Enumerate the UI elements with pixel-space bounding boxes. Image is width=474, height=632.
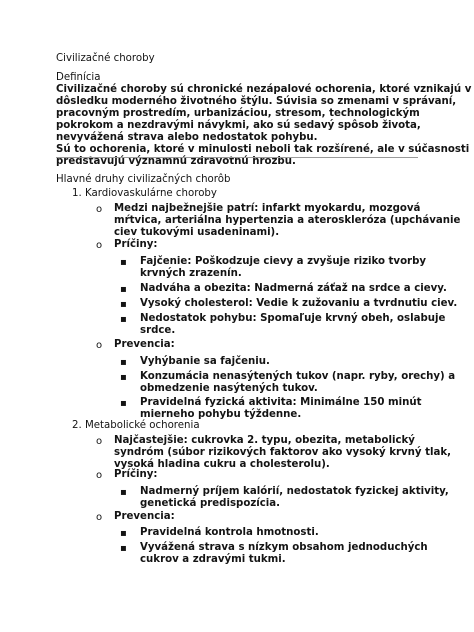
square-bullet-icon: ▪ — [120, 357, 127, 368]
section-heading-metabolic — [72, 419, 200, 432]
causes-label: Príčiny: — [114, 469, 158, 480]
square-bullet-icon: ▪ — [120, 299, 127, 310]
section-title: Kardiovaskulárne choroby — [84, 188, 217, 199]
square-bullet-icon: ▪ — [120, 528, 127, 539]
definition-line: nevyvážená strava alebo nedostatok pohybu. — [56, 132, 318, 143]
cause-item: Nadmerný príjem kalórií, nedostatok fyzickej aktivity, genetická predispozícia. — [140, 486, 449, 509]
definition-line: pokrokom a nezdravými návykmi, ako sú sedavý spôsob života, — [56, 120, 421, 131]
circle-bullet-icon: o — [96, 512, 103, 523]
definition-line: Civilizačné choroby sú chronické nezápalové ochorenia, ktoré vznikajú v — [56, 84, 472, 95]
cause-item: Nedostatok pohybu: Spomaľuje krvný obeh, oslabuje srdce. — [140, 313, 446, 336]
definition-line: Sú to ochorenia, ktoré v minulosti neboli tak rozšírené, ale v súčasnosti — [56, 144, 470, 155]
prevention-item: Pravidelná fyzická aktivita: Minimálne 150 minút mierneho pohybu týždenne. — [140, 397, 422, 420]
common-diseases-text: Najčastejšie: cukrovka 2. typu, obezita, metabolický syndróm (súbor rizikových faktorov ako vysoký krvný tlak, vysoká hladina cukru a cholesterolu). — [114, 435, 451, 470]
prevention-label: Prevencia: — [114, 511, 175, 522]
types-heading: Hlavné druhy civilizačných chorôb — [56, 174, 231, 185]
square-bullet-icon: ▪ — [120, 372, 127, 383]
cause-item: Fajčenie: Poškodzuje cievy a zvyšuje riziko tvorby krvných zrazenín. — [140, 256, 427, 279]
prevention-label: Prevencia: — [114, 339, 175, 350]
horizontal-divider — [56, 157, 418, 158]
square-bullet-icon: ▪ — [120, 257, 127, 268]
section-number: 1. — [72, 188, 82, 199]
definition-line: pracovným prostredím, urbanizáciou, stresom, technologickým — [56, 108, 420, 119]
section-number: 2. — [72, 420, 82, 431]
square-bullet-icon: ▪ — [120, 284, 127, 295]
cause-item: Vysoký cholesterol: Vedie k zužovaniu a tvrdnutiu ciev. — [140, 298, 458, 309]
square-bullet-icon: ▪ — [120, 314, 127, 325]
circle-bullet-icon: o — [96, 436, 103, 447]
section-title: Metabolické ochorenia — [84, 420, 200, 431]
circle-bullet-icon: o — [96, 340, 103, 351]
prevention-item: Pravidelná kontrola hmotnosti. — [140, 527, 319, 538]
square-bullet-icon: ▪ — [120, 487, 127, 498]
document-title: Civilizačné choroby — [56, 53, 155, 64]
causes-label: Príčiny: — [114, 239, 158, 250]
circle-bullet-icon: o — [96, 240, 103, 251]
circle-bullet-icon: o — [96, 470, 103, 481]
common-diseases-text: Medzi najbežnejšie patrí: infarkt myokardu, mozgová mŕtvica, arteriálna hypertenzia a ateroskleróza (upchávanie ciev tukovými usadeninami). — [114, 203, 461, 238]
definition-line: predstavujú významnú zdravotnú hrozbu. — [56, 156, 296, 167]
circle-bullet-icon: o — [96, 204, 103, 215]
definition-heading: Definícia — [56, 72, 101, 83]
prevention-item: Vyvážená strava s nízkym obsahom jednoduchých cukrov a zdravými tukmi. — [140, 542, 428, 565]
square-bullet-icon: ▪ — [120, 543, 127, 554]
prevention-item: Vyhýbanie sa fajčeniu. — [140, 356, 270, 367]
cause-item: Nadváha a obezita: Nadmerná záťaž na srdce a cievy. — [140, 283, 447, 294]
prevention-item: Konzumácia nenasýtených tukov (napr. ryby, orechy) a obmedzenie nasýtených tukov. — [140, 371, 456, 394]
section-heading-cardiovascular — [72, 187, 217, 200]
definition-paragraph — [56, 84, 472, 168]
square-bullet-icon: ▪ — [120, 398, 127, 409]
definition-line: dôsledku moderného životného štýlu. Súvisia so zmenami v správaní, — [56, 96, 457, 107]
